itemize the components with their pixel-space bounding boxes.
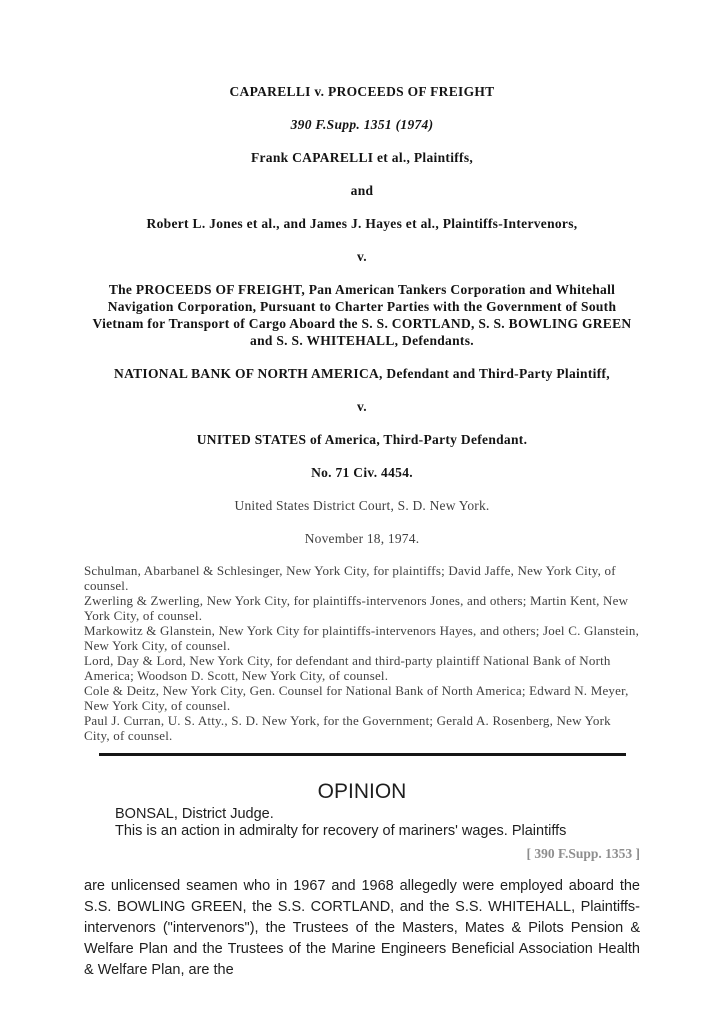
court-opinion-document [84,0,640,981]
decision-date: November 18, 1974. [304,531,420,546]
counsel-entry-plaintiffs: Schulman, Abarbanel & Schlesinger, New York City, for plaintiffs; David Jaffe, New York City, of counsel. [84,563,616,593]
counsel-list [84,563,640,743]
caption-plaintiffs: Frank CAPARELLI et al., Plaintiffs, [250,150,474,165]
case-citation: 390 F.Supp. 1351 (1974) [290,117,434,132]
case-caption-block [84,83,640,547]
caption-and: and [350,183,374,198]
section-divider [99,753,626,756]
caption-third-party-defendant: UNITED STATES of America, Third-Party Defendant. [196,432,528,447]
opinion-heading: OPINION [317,780,407,803]
docket-number: No. 71 Civ. 4454. [311,465,413,480]
caption-third-party-plaintiff: NATIONAL BANK OF NORTH AMERICA, Defendant and Third-Party Plaintiff, [114,366,610,381]
caption-intervenors: Robert L. Jones et al., and James J. Hayes et al., Plaintiffs-Intervenors, [146,216,578,231]
counsel-entry-national-bank: Lord, Day & Lord, New York City, for defendant and third-party plaintiff National Bank of North America; Woodson D. Scott, New York City, of counsel. [84,653,611,683]
caption-defendants: The PROCEEDS OF FREIGHT, Pan American Tankers Corporation and Whitehall Navigation Corporation, Pursuant to Charter Parties with the Government of South Vietnam for Transport of Cargo Aboard the S. S. CORTLAND, S. S. BOWLING GREEN and S. S. WHITEHALL, Defendants. [92,282,632,348]
counsel-entry-gen-counsel: Cole & Deitz, New York City, Gen. Counsel for National Bank of North America; Edward N. Meyer, New York City, of counsel. [84,683,629,713]
opinion-body-paragraph: are unlicensed seamen who in 1967 and 1968 allegedly were employed aboard the S.S. BOWLING GREEN, the S.S. CORTLAND, and the S.S. WHITEHALL, Plaintiffs-intervenors ("intervenors"), the Trustees of the Masters, Mates & Pilots Pension & Welfare Plan and the Trustees of the Marine Engineers Beneficial Association Health & Welfare Plan, are the [84,878,640,978]
opinion-intro [84,806,640,840]
case-title: CAPARELLI v. PROCEEDS OF FREIGHT [229,84,495,99]
counsel-entry-intervenors-hayes: Markowitz & Glanstein, New York City for plaintiffs-intervenors Hayes, and others; Joel C. Glanstein, New York City, of counsel. [84,623,640,653]
reporter-page-marker: [ 390 F.Supp. 1353 ] [526,846,640,861]
caption-versus-2: v. [357,399,367,414]
court-name: United States District Court, S. D. New York. [234,498,490,513]
counsel-entry-government: Paul J. Curran, U. S. Atty., S. D. New York, for the Government; Gerald A. Rosenberg, New York City, of counsel. [84,713,611,743]
caption-versus-1: v. [357,249,367,264]
judge-line: BONSAL, District Judge. [115,806,274,822]
counsel-entry-intervenors-jones: Zwerling & Zwerling, New York City, for plaintiffs-intervenors Jones, and others; Martin Kent, New York City, of counsel. [84,593,629,623]
opinion-opening-line: This is an action in admiralty for recovery of mariners' wages. Plaintiffs [115,823,567,839]
opinion-section [84,780,640,981]
